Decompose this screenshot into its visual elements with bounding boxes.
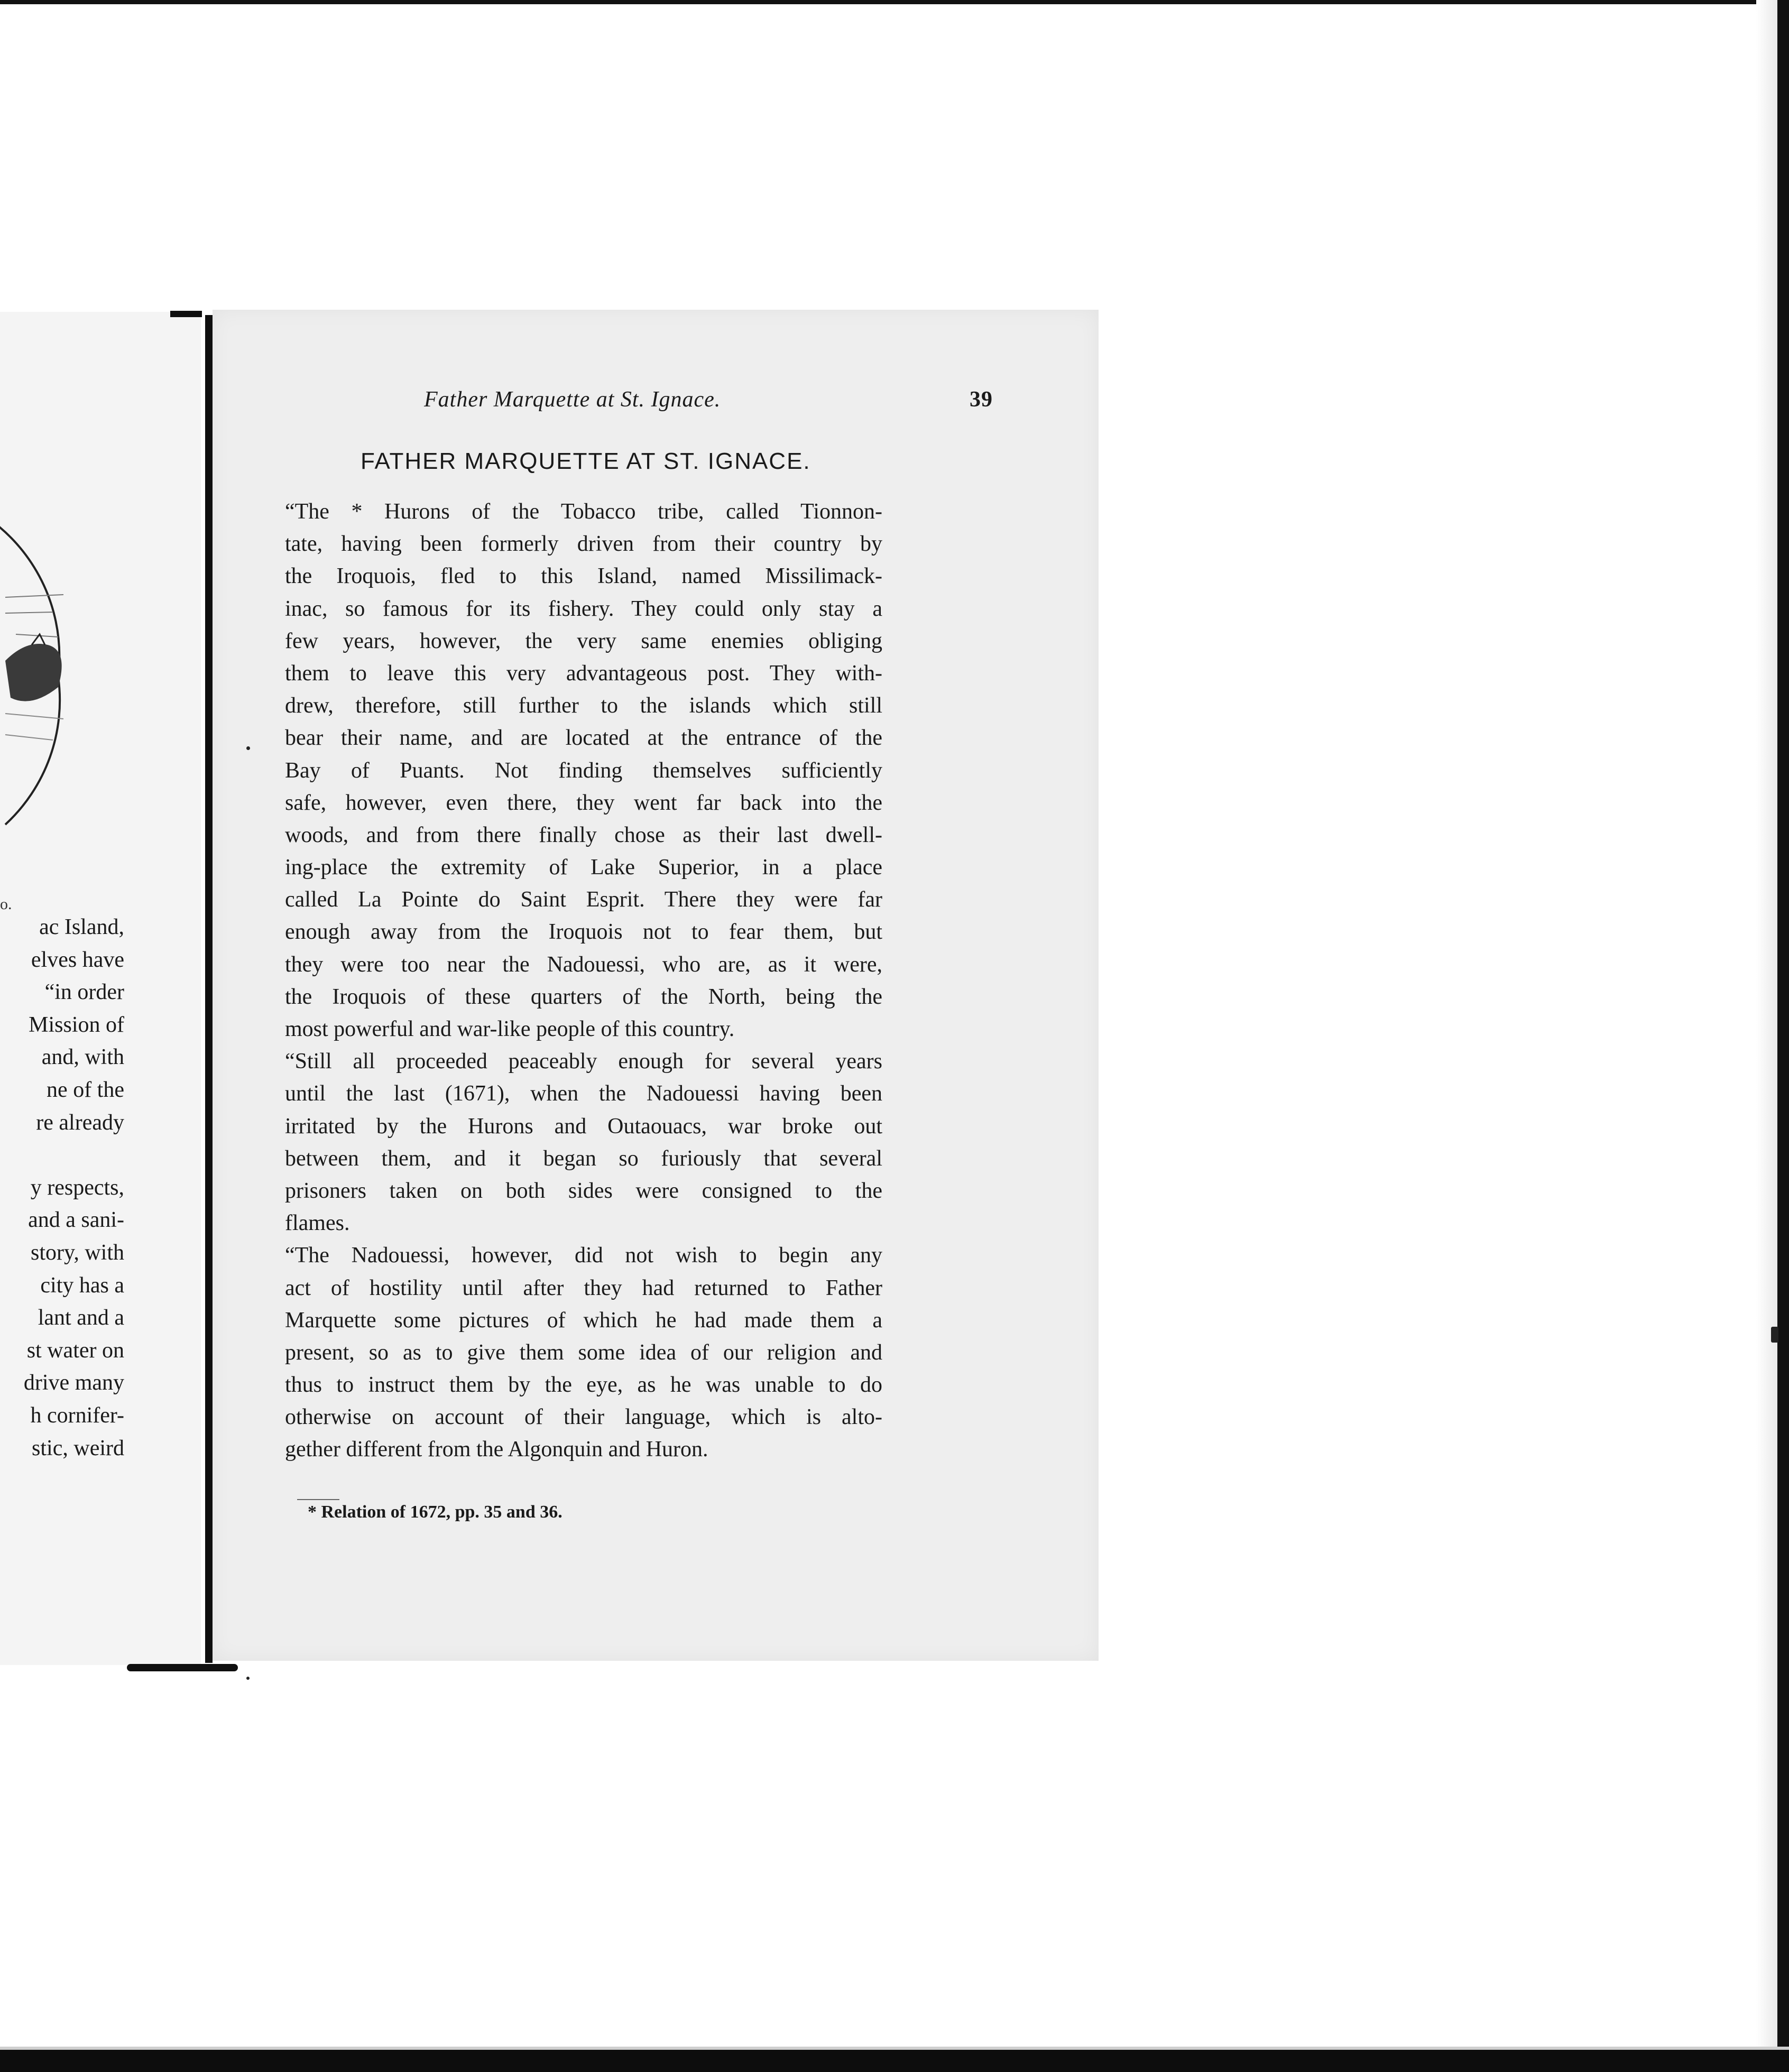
page-number: 39 <box>970 387 993 412</box>
scan-speck <box>246 746 250 750</box>
text-line: flames. <box>285 1211 350 1236</box>
text-line: safe, however, even there, they went far back into the <box>285 790 882 815</box>
text-line: ing-place the extremity of Lake Superior, in a place <box>285 855 882 880</box>
text-line: h cornifer- <box>30 1403 124 1428</box>
gutter-rule-cap <box>170 311 202 317</box>
text-line: present, so as to give them some idea of our religion and <box>285 1340 882 1365</box>
scan-speck <box>246 1677 250 1680</box>
text-line: st water on <box>26 1338 124 1363</box>
gutter-rule <box>205 315 213 1663</box>
text-line: re already <box>36 1110 124 1135</box>
scan-border-bottom <box>0 2050 1789 2072</box>
paragraph <box>285 496 882 1046</box>
paragraph <box>285 1240 882 1466</box>
text-line <box>0 1139 124 1172</box>
chapter-title: FATHER MARQUETTE AT ST. IGNACE. <box>361 448 811 474</box>
text-line: enough away from the Iroquois not to fear them, but <box>285 920 882 945</box>
text-line: ac Island, <box>39 915 124 939</box>
text-line: tate, having been formerly driven from their country by <box>285 532 882 557</box>
text-line: most powerful and war-like people of this country. <box>285 1017 735 1041</box>
text-line: ne of the <box>47 1077 124 1102</box>
text-line: them to leave this very advantageous post. They with- <box>285 661 882 686</box>
text-line: Marquette some pictures of which he had made them a <box>285 1308 882 1333</box>
text-line: drew, therefore, still further to the islands which still <box>285 693 882 718</box>
body-text <box>285 496 882 1466</box>
text-line: city has a <box>40 1273 124 1298</box>
text-line: act of hostility until after they had returned to Father <box>285 1275 882 1300</box>
illustration-caption-fragment: o. <box>0 895 12 913</box>
text-line: “The * Hurons of the Tobacco tribe, called Tionnon- <box>285 500 882 524</box>
text-line: the Iroquois of these quarters of the North, being the <box>285 984 882 1009</box>
previous-page-text <box>0 911 124 1465</box>
text-line: elves have <box>31 947 124 972</box>
text-line: thus to instruct them by the eye, as he was unable to do <box>285 1373 882 1398</box>
text-line: “The Nadouessi, however, did not wish to begin any <box>285 1243 882 1268</box>
text-line: lant and a <box>38 1306 124 1330</box>
paragraph <box>285 1046 882 1240</box>
text-line: few years, however, the very same enemies obliging <box>285 628 882 653</box>
text-line: inac, so famous for its fishery. They could only stay a <box>285 596 882 621</box>
text-line: they were too near the Nadouessi, who are, as it were, <box>285 952 882 977</box>
footnote-rule <box>297 1499 339 1500</box>
text-line: stic, weird <box>32 1436 124 1460</box>
text-line: Mission of <box>29 1012 124 1037</box>
running-head-title: Father Marquette at St. Ignace. <box>424 387 721 412</box>
text-line: story, with <box>31 1240 124 1265</box>
text-line: Bay of Puants. Not finding themselves sufficiently <box>285 758 882 783</box>
text-line: otherwise on account of their language, which is alto- <box>285 1405 882 1430</box>
text-line: the Iroquois, fled to this Island, named Missilimack- <box>285 564 882 589</box>
text-line: gether different from the Algonquin and Huron. <box>285 1437 708 1462</box>
text-line: and a sani- <box>28 1208 124 1233</box>
text-line: and, with <box>41 1045 124 1070</box>
previous-page-fragment <box>0 312 201 1665</box>
scan-border-right <box>1777 0 1789 2072</box>
text-line: irritated by the Hurons and Outaouacs, war broke out <box>285 1114 882 1139</box>
scan-border-shadow <box>1756 0 1777 2072</box>
text-line: called La Pointe do Saint Esprit. There they were far <box>285 887 882 912</box>
scan-border-top <box>0 0 1789 4</box>
text-line: “in order <box>44 980 124 1005</box>
text-line: “Still all proceeded peaceably enough for several years <box>285 1049 882 1074</box>
book-page <box>213 310 1099 1661</box>
text-line: drive many <box>23 1371 124 1395</box>
text-line: woods, and from there finally chose as their last dwell- <box>285 822 882 847</box>
text-line: prisoners taken on both sides were consigned to the <box>285 1178 882 1203</box>
text-line: y respects, <box>30 1175 124 1200</box>
scan-speck <box>1771 1327 1778 1343</box>
text-line: between them, and it began so furiously that several <box>285 1146 882 1171</box>
text-line: bear their name, and are located at the entrance of the <box>285 726 882 751</box>
footnote: * Relation of 1672, pp. 35 and 36. <box>308 1502 562 1522</box>
gutter-rule-foot <box>127 1664 238 1671</box>
text-line: until the last (1671), when the Nadouessi having been <box>285 1081 882 1106</box>
